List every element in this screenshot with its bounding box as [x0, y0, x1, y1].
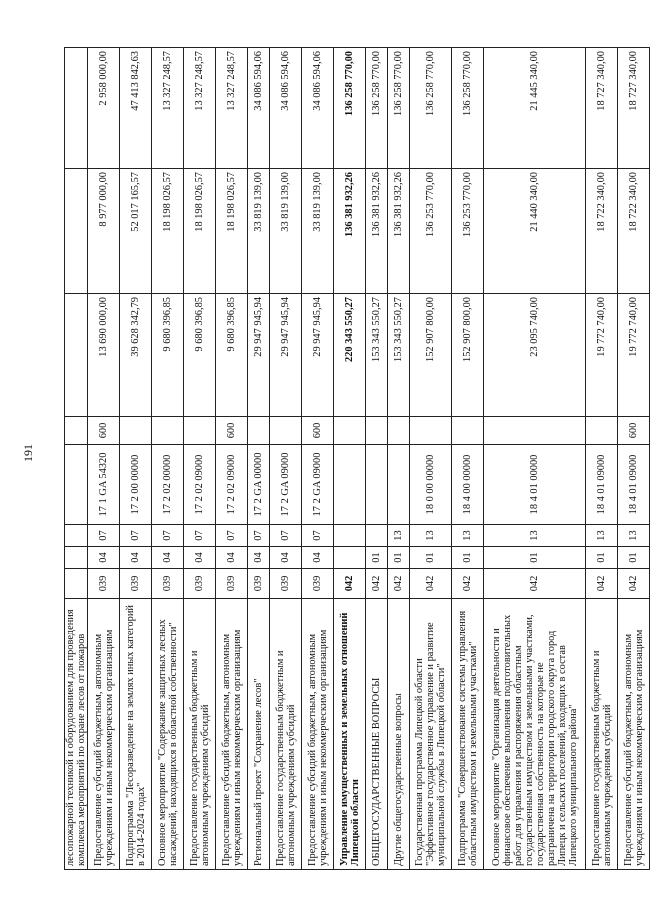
target-article: 18 4 00 00000 [452, 445, 484, 525]
section-code: 01 [388, 547, 410, 569]
section-code: 01 [452, 547, 484, 569]
row-name: Предоставление государственным бюджетным и автономным учреждениям субсидий [270, 599, 302, 870]
amount-2024: 136 381 932,26 [366, 169, 388, 294]
subsection-code [334, 525, 366, 547]
section-code: 04 [120, 547, 152, 569]
row-name: Государственная программа Липецкой области "Эффективное государственное управление и развитие муниципальной службы в Липецкой области" [410, 599, 452, 870]
table-row [410, 48, 452, 870]
row-name: Предоставление субсидий бюджетным, автономным учреждениям и иным некоммерческим организациям [216, 599, 248, 870]
subsection-code: 13 [388, 525, 410, 547]
subsection-code: 07 [302, 525, 334, 547]
section-code: 01 [586, 547, 618, 569]
subsection-code: 13 [586, 525, 618, 547]
amount-2023: 9 680 396,85 [152, 294, 184, 417]
amount-2023: 152 907 800,00 [410, 294, 452, 417]
subsection-code: 13 [410, 525, 452, 547]
row-name: Предоставление субсидий бюджетным, автономным учреждениям и иным некоммерческим организациям [618, 599, 650, 870]
ministry-code: 042 [334, 569, 366, 599]
table-row [302, 48, 334, 870]
expense-type [366, 417, 388, 445]
amount-2024: 136 253 770,00 [410, 169, 452, 294]
expense-type [410, 417, 452, 445]
section-code [334, 547, 366, 569]
expense-type [484, 417, 586, 445]
ministry-code: 042 [618, 569, 650, 599]
amount-2024: 8 977 000,00 [88, 169, 120, 294]
section-code: 01 [410, 547, 452, 569]
amount-2025: 34 086 594,06 [248, 48, 270, 169]
target-article [388, 445, 410, 525]
expense-type [452, 417, 484, 445]
target-article: 17 2 02 09000 [216, 445, 248, 525]
ministry-code: 039 [248, 569, 270, 599]
amount-2024: 18 198 026,57 [152, 169, 184, 294]
amount-2024: 33 819 139,00 [302, 169, 334, 294]
subsection-code: 13 [484, 525, 586, 547]
ministry-code: 042 [586, 569, 618, 599]
expense-type [152, 417, 184, 445]
ministry-code [65, 569, 88, 599]
ministry-code: 042 [410, 569, 452, 599]
amount-2024: 18 722 340,00 [618, 169, 650, 294]
row-name: лесопожарной техникой и оборудованием для проведения комплекса мероприятий по охране лесов от пожаров [65, 599, 88, 870]
amount-2025: 34 086 594,06 [302, 48, 334, 169]
section-code: 04 [248, 547, 270, 569]
budget-table [64, 47, 650, 870]
target-article: 18 4 01 09000 [586, 445, 618, 525]
expense-type [248, 417, 270, 445]
target-article: 17 2 GA 09000 [302, 445, 334, 525]
section-code: 04 [270, 547, 302, 569]
amount-2024: 18 198 026,57 [184, 169, 216, 294]
target-article [366, 445, 388, 525]
row-name: Предоставление государственным бюджетным и автономным учреждениям субсидий [184, 599, 216, 870]
row-name: Подпрограмма "Лесоразведение на землях иных категорий в 2014-2024 годах" [120, 599, 152, 870]
expense-type [184, 417, 216, 445]
amount-2024: 136 381 932,26 [334, 169, 366, 294]
row-name: Основное мероприятие "Содержание защитных лесных насаждений, находящихся в областной собственности" [152, 599, 184, 870]
ministry-code: 042 [452, 569, 484, 599]
ministry-code: 042 [484, 569, 586, 599]
expense-type: 600 [88, 417, 120, 445]
table-row [184, 48, 216, 870]
target-article: 18 4 01 09000 [618, 445, 650, 525]
amount-2025: 34 086 594,06 [270, 48, 302, 169]
subsection-code [366, 525, 388, 547]
target-article [334, 445, 366, 525]
table-row [216, 48, 248, 870]
ministry-code: 039 [152, 569, 184, 599]
amount-2024: 33 819 139,00 [270, 169, 302, 294]
section-code: 04 [184, 547, 216, 569]
table-row [120, 48, 152, 870]
target-article: 17 2 02 00000 [152, 445, 184, 525]
target-article: 17 2 02 09000 [184, 445, 216, 525]
row-name: Основное мероприятие "Организация деятельности и финансовое обеспечение выполнения подготовительных работ для управления и распоряжения областным государственным имуществом и земельными участками, государственная собственность на которые не разграничена на территории городского округа город Липецк и сельских поселений, входящих в состав Липецкого муниципального района" [484, 599, 586, 870]
ministry-code: 039 [120, 569, 152, 599]
amount-2024: 33 819 139,00 [248, 169, 270, 294]
row-name: Предоставление субсидий бюджетным, автономным учреждениям и иным некоммерческим организациям [88, 599, 120, 870]
ministry-code: 039 [184, 569, 216, 599]
target-article: 18 0 00 00000 [410, 445, 452, 525]
target-article: 17 2 GA 00000 [248, 445, 270, 525]
row-name: Предоставление субсидий бюджетным, автономным учреждениям и иным некоммерческим организациям [302, 599, 334, 870]
expense-type: 600 [216, 417, 248, 445]
expense-type [65, 417, 88, 445]
amount-2025: 136 258 770,00 [410, 48, 452, 169]
table-row [65, 48, 88, 870]
expense-type [120, 417, 152, 445]
expense-type [388, 417, 410, 445]
expense-type [586, 417, 618, 445]
amount-2023: 29 947 945,94 [302, 294, 334, 417]
section-code: 04 [216, 547, 248, 569]
section-code: 04 [152, 547, 184, 569]
amount-2024: 136 381 932,26 [388, 169, 410, 294]
table-row [618, 48, 650, 870]
amount-2025 [65, 48, 88, 169]
expense-type: 600 [302, 417, 334, 445]
amount-2024: 18 198 026,57 [216, 169, 248, 294]
ministry-code: 039 [302, 569, 334, 599]
table-row [586, 48, 618, 870]
target-article: 17 1 GA 54320 [88, 445, 120, 525]
amount-2025: 13 327 248,57 [152, 48, 184, 169]
subsection-code: 07 [120, 525, 152, 547]
amount-2023: 29 947 945,94 [248, 294, 270, 417]
target-article: 18 4 01 00000 [484, 445, 586, 525]
amount-2023: 9 680 396,85 [216, 294, 248, 417]
row-name: ОБЩЕГОСУДАРСТВЕННЫЕ ВОПРОСЫ [366, 599, 388, 870]
table-row [152, 48, 184, 870]
amount-2025: 18 727 340,00 [618, 48, 650, 169]
amount-2023: 153 343 550,27 [366, 294, 388, 417]
subsection-code: 07 [88, 525, 120, 547]
subsection-code [65, 525, 88, 547]
amount-2025: 47 413 842,63 [120, 48, 152, 169]
rotated-table-container [64, 48, 645, 870]
row-name: Региональный проект "Сохранение лесов" [248, 599, 270, 870]
amount-2023: 19 772 740,00 [586, 294, 618, 417]
expense-type [270, 417, 302, 445]
table-row [388, 48, 410, 870]
ministry-code: 042 [366, 569, 388, 599]
table-row [452, 48, 484, 870]
table-body [65, 48, 650, 870]
expense-type: 600 [618, 417, 650, 445]
table-row [248, 48, 270, 870]
section-code: 01 [366, 547, 388, 569]
amount-2023: 23 095 740,00 [484, 294, 586, 417]
row-name: Другие общегосударственные вопросы [388, 599, 410, 870]
expense-type [334, 417, 366, 445]
subsection-code: 07 [248, 525, 270, 547]
amount-2025: 2 958 000,00 [88, 48, 120, 169]
amount-2025: 136 258 770,00 [334, 48, 366, 169]
amount-2024: 52 017 165,57 [120, 169, 152, 294]
amount-2024 [65, 169, 88, 294]
subsection-code: 07 [152, 525, 184, 547]
amount-2024: 136 253 770,00 [452, 169, 484, 294]
section-code: 01 [618, 547, 650, 569]
amount-2025: 18 727 340,00 [586, 48, 618, 169]
table-row [270, 48, 302, 870]
table-row [334, 48, 366, 870]
amount-2023: 220 343 550,27 [334, 294, 366, 417]
amount-2025: 136 258 770,00 [366, 48, 388, 169]
table-row [484, 48, 586, 870]
amount-2024: 18 722 340,00 [586, 169, 618, 294]
section-code: 04 [88, 547, 120, 569]
ministry-code: 042 [388, 569, 410, 599]
ministry-code: 039 [216, 569, 248, 599]
ministry-code: 039 [88, 569, 120, 599]
subsection-code: 07 [184, 525, 216, 547]
amount-2023: 152 907 800,00 [452, 294, 484, 417]
row-name: Управление имущественных и земельных отношений Липецкой области [334, 599, 366, 870]
target-article: 17 2 00 00000 [120, 445, 152, 525]
table-row [366, 48, 388, 870]
amount-2025: 21 445 340,00 [484, 48, 586, 169]
amount-2025: 136 258 770,00 [452, 48, 484, 169]
amount-2023: 19 772 740,00 [618, 294, 650, 417]
amount-2023: 29 947 945,94 [270, 294, 302, 417]
amount-2025: 136 258 770,00 [388, 48, 410, 169]
section-code [65, 547, 88, 569]
page-number: 191 [21, 444, 35, 462]
row-name: Подпрограмма "Совершенствование системы управления областным имуществом и земельными участками" [452, 599, 484, 870]
section-code: 01 [484, 547, 586, 569]
amount-2023: 13 690 000,00 [88, 294, 120, 417]
subsection-code: 13 [618, 525, 650, 547]
amount-2023: 39 628 342,79 [120, 294, 152, 417]
amount-2023 [65, 294, 88, 417]
subsection-code: 07 [270, 525, 302, 547]
amount-2024: 21 440 340,00 [484, 169, 586, 294]
amount-2025: 13 327 248,57 [216, 48, 248, 169]
table-row [88, 48, 120, 870]
row-name: Предоставление государственным бюджетным и автономным учреждениям субсидий [586, 599, 618, 870]
target-article [65, 445, 88, 525]
amount-2025: 13 327 248,57 [184, 48, 216, 169]
subsection-code: 07 [216, 525, 248, 547]
target-article: 17 2 GA 09000 [270, 445, 302, 525]
section-code: 04 [302, 547, 334, 569]
subsection-code: 13 [452, 525, 484, 547]
amount-2023: 153 343 550,27 [388, 294, 410, 417]
amount-2023: 9 680 396,85 [184, 294, 216, 417]
ministry-code: 039 [270, 569, 302, 599]
